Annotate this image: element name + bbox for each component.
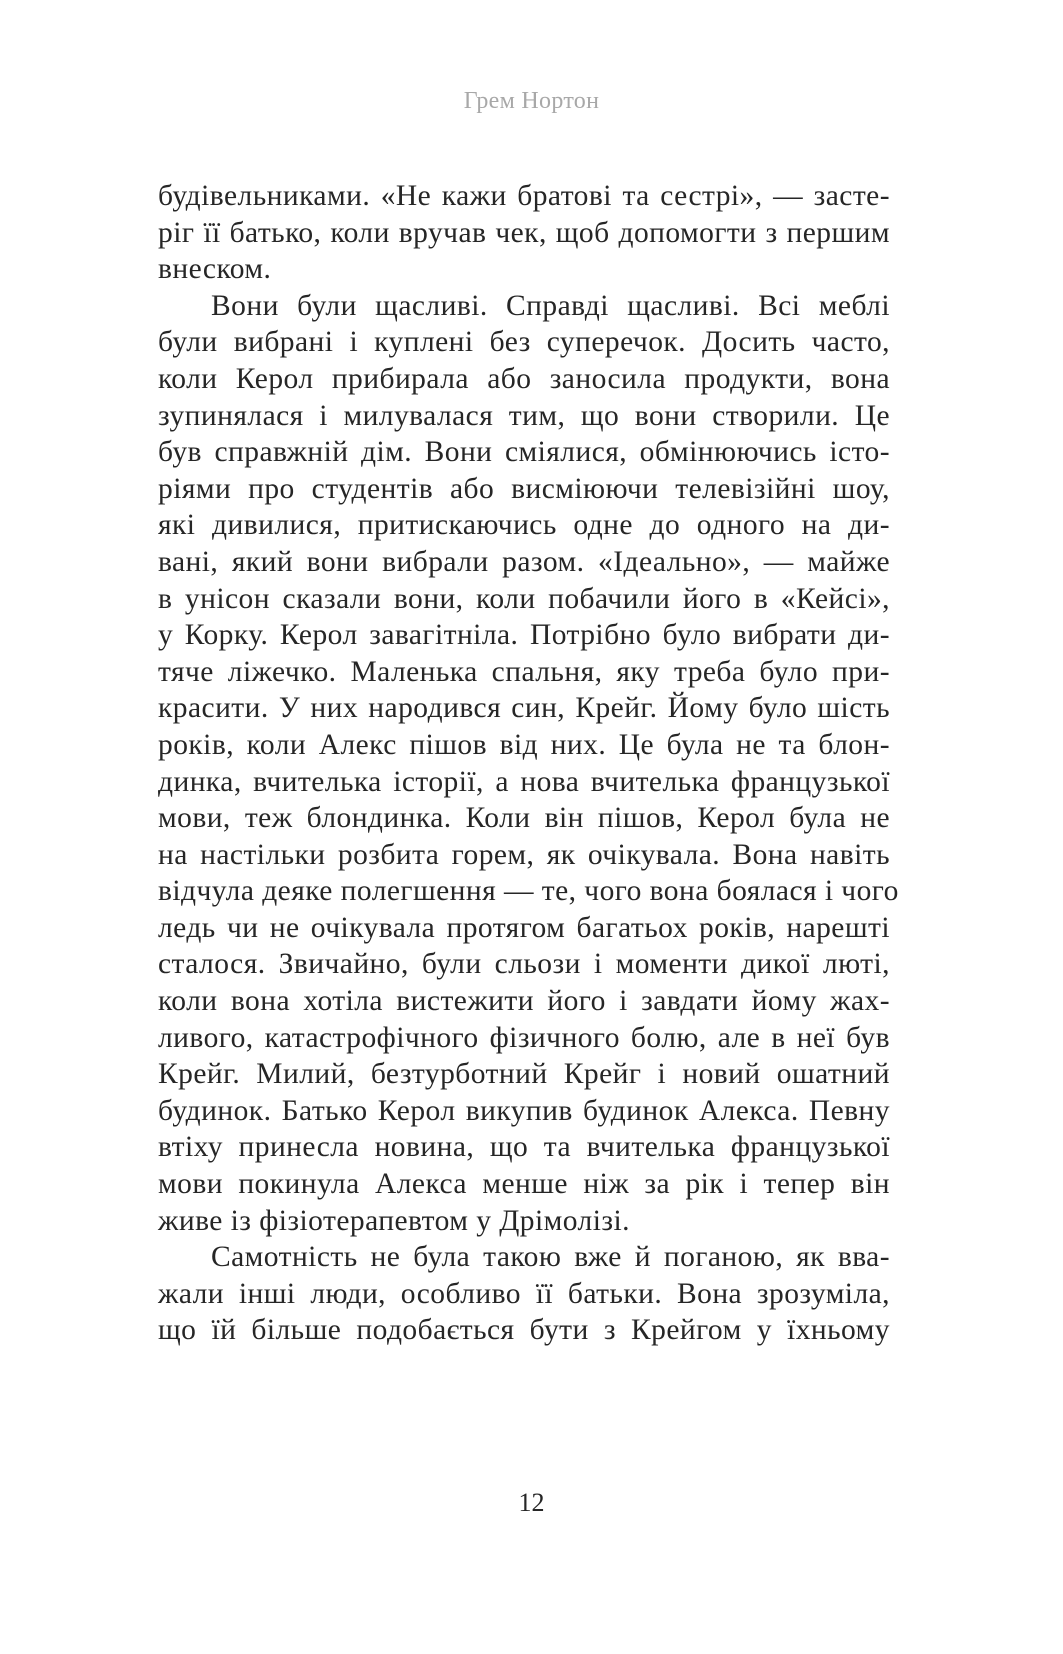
text-line: коли вона хотіла вистежити його і завдати йому жах- (158, 985, 890, 1018)
text-line: на настільки розбита горем, як очікувала. Вона навіть (158, 838, 890, 871)
text-line: мови покинула Алекса менше ніж за рік і тепер він (158, 1168, 890, 1201)
text-line: втіху принесла новина, що та вчителька французької (158, 1131, 890, 1164)
text-line: ледь чи не очікувала протягом багатьох років, нарешті (158, 911, 890, 944)
paragraph (158, 178, 890, 288)
text-line: Вони були щасливі. Справді щасливі. Всі меблі (211, 289, 890, 322)
text-line: живе із фізіотерапевтом у Дрімолізі. (158, 1204, 630, 1237)
text-line: тяче ліжечко. Маленька спальня, яку треба було при- (158, 655, 890, 688)
text-line: динка, вчителька історії, а нова вчителька французької (158, 765, 890, 798)
text-line: жали інші люди, особливо її батьки. Вона зрозуміла, (158, 1277, 890, 1310)
text-line: красити. У них народився син, Крейг. Йому було шість (158, 692, 890, 725)
paragraph (158, 288, 899, 1239)
text-line: сталося. Звичайно, були сльози і моменти дикої люті, (158, 948, 890, 981)
text-line: які дивилися, притискаючись одне до одного на ди- (158, 509, 890, 542)
text-line: були вибрані і куплені без суперечок. Досить часто, (158, 326, 890, 359)
text-line: в унісон сказали вони, коли побачили його в «Кейсі», (158, 582, 890, 615)
running-header-author: Грем Нортон (463, 88, 600, 114)
text-line: Крейг. Милий, безтурботний Крейг і новий ошатний (158, 1058, 890, 1091)
body-text (158, 178, 899, 1349)
text-line: коли Керол прибирала або заносила продукти, вона (158, 362, 890, 395)
text-line: будинок. Батько Керол викупив будинок Алекса. Певну (158, 1094, 890, 1127)
text-line: ріг її батько, коли вручав чек, щоб допомогти з першим (158, 216, 890, 249)
text-line: внеском. (158, 253, 272, 286)
text-line: був справжній дім. Вони сміялися, обмінюючись істо- (158, 436, 890, 469)
text-line: у Корку. Керол завагітніла. Потрібно було вибрати ди- (158, 619, 890, 652)
text-line: що їй більше подобається бути з Крейгом у їхньому (158, 1314, 890, 1347)
page-number: 12 (518, 1488, 545, 1517)
text-line: ливого, катастрофічного фізичного болю, але в неї був (158, 1021, 890, 1054)
text-line: ріями про студентів або висміюючи телевізійні шоу, (158, 472, 890, 505)
paragraph (158, 1239, 890, 1349)
text-line: будівельниками. «Не кажи братові та сестрі», — засте- (158, 180, 890, 212)
text-line: зупинялася і милувалася тим, що вони створили. Це (158, 399, 890, 432)
text-line: мови, теж блондинка. Коли він пішов, Керол була не (158, 802, 890, 835)
text-line: років, коли Алекс пішов від них. Це була не та блон- (158, 728, 890, 761)
text-line: відчула деяке полегшення — те, чого вона боялася і чого (158, 875, 899, 908)
text-line: Самотність не була такою вже й поганою, як вва- (211, 1241, 890, 1274)
text-line: вані, який вони вибрали разом. «Ідеально», — майже (158, 545, 890, 578)
